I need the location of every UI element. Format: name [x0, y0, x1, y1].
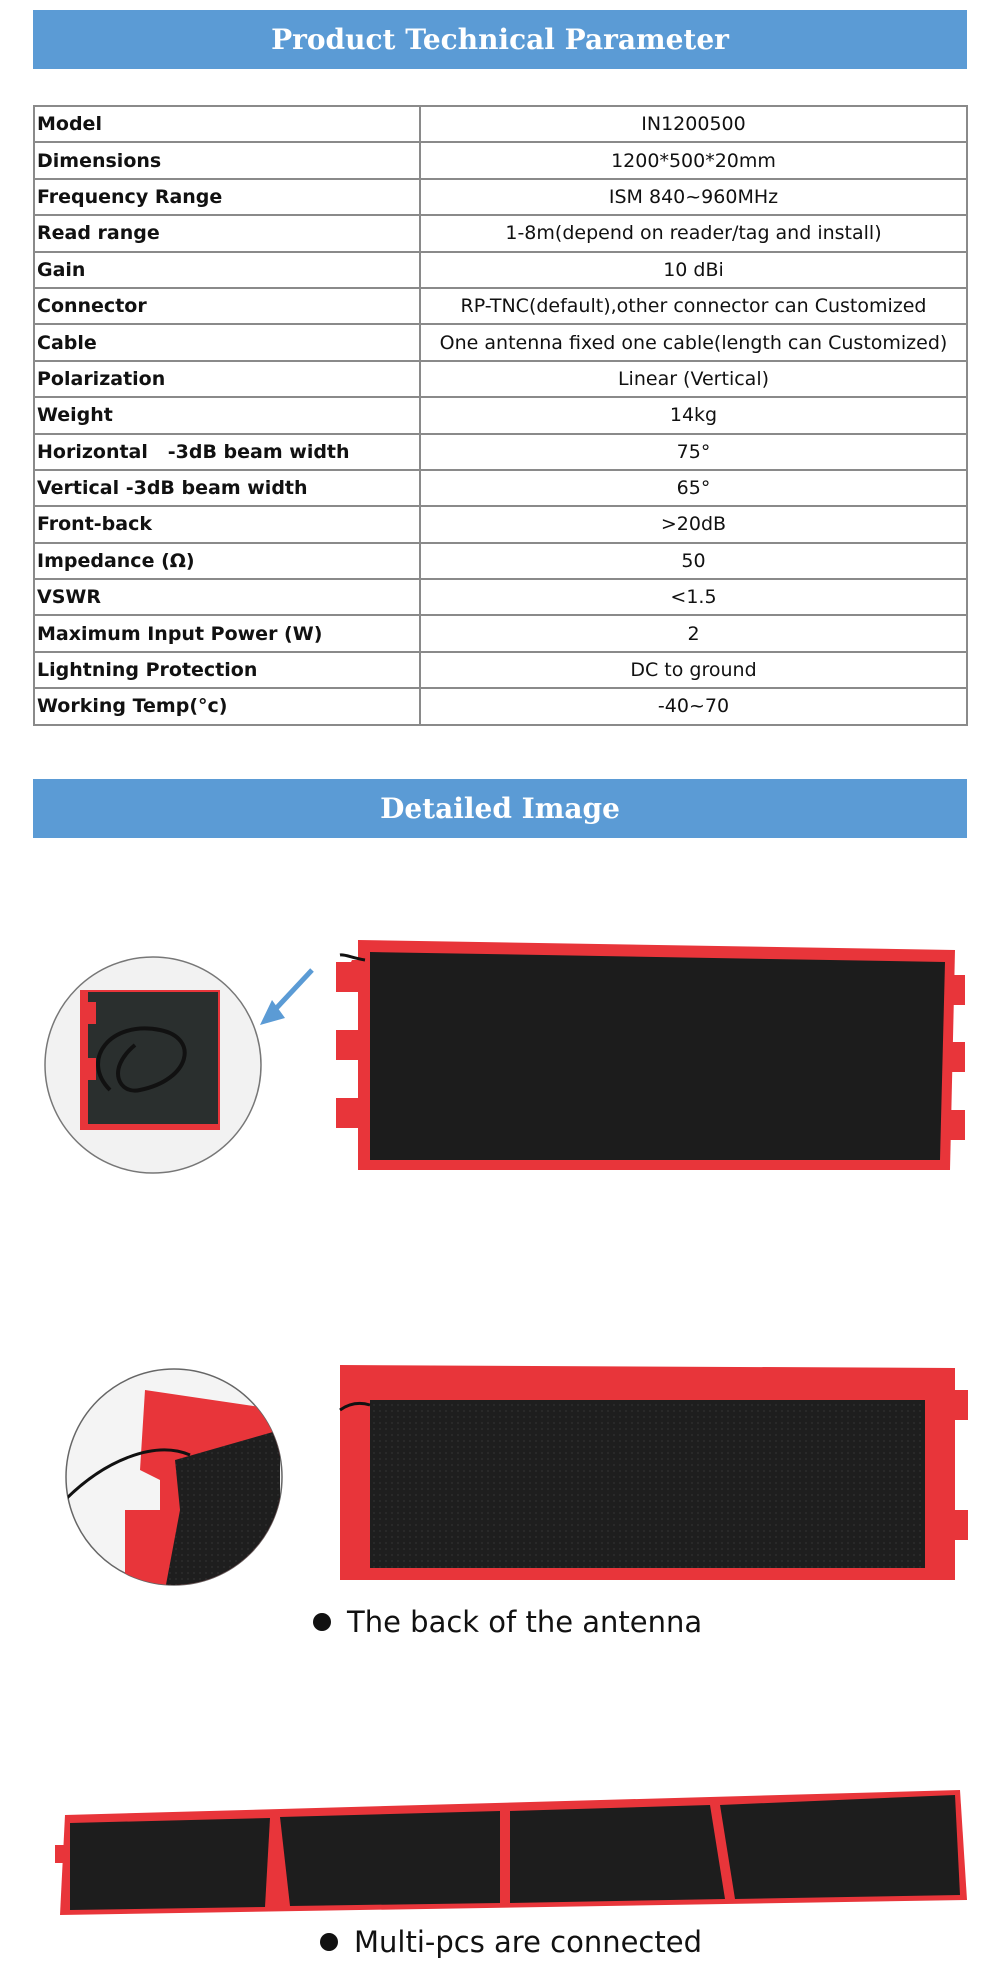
spec-table: [33, 105, 968, 726]
spec-label: Gain: [34, 252, 420, 288]
spec-row: [34, 543, 967, 579]
spec-row: [34, 252, 967, 288]
back-detail-inset: [65, 1369, 282, 1590]
back-caption: [313, 1605, 702, 1639]
parameters-title: Product Technical Parameter: [271, 23, 729, 56]
spec-value: 65°: [420, 470, 967, 506]
spec-value: 75°: [420, 434, 967, 470]
spec-value: 14kg: [420, 397, 967, 433]
spec-label: Vertical -3dB beam width: [34, 470, 420, 506]
spec-value: 50: [420, 543, 967, 579]
bullet-icon: [313, 1613, 331, 1631]
spec-row: [34, 470, 967, 506]
multi-panel-photo: [55, 1785, 970, 1920]
spec-row: [34, 324, 967, 360]
spec-row: [34, 579, 967, 615]
spec-row: [34, 142, 967, 178]
spec-label: Impedance (Ω): [34, 543, 420, 579]
spec-value: RP-TNC(default),other connector can Customized: [420, 288, 967, 324]
connector-detail-inset: [45, 957, 261, 1173]
spec-label: Dimensions: [34, 142, 420, 178]
spec-row: [34, 106, 967, 142]
spec-row: [34, 215, 967, 251]
connected-panels: [55, 1790, 967, 1915]
spec-value: One antenna fixed one cable(length can Customized): [420, 324, 967, 360]
spec-row: [34, 434, 967, 470]
spec-value: <1.5: [420, 579, 967, 615]
spec-label: Polarization: [34, 361, 420, 397]
spec-label: Connector: [34, 288, 420, 324]
spec-value: 10 dBi: [420, 252, 967, 288]
spec-value: -40~70: [420, 688, 967, 724]
multi-caption: [320, 1925, 702, 1959]
spec-row: [34, 397, 967, 433]
spec-label: Lightning Protection: [34, 652, 420, 688]
antenna-front-panel: [336, 940, 965, 1170]
antenna-back-panel: [340, 1365, 968, 1580]
spec-row: [34, 615, 967, 651]
spec-value: >20dB: [420, 506, 967, 542]
spec-value: 1-8m(depend on reader/tag and install): [420, 215, 967, 251]
spec-row: [34, 688, 967, 724]
spec-value: Linear (Vertical): [420, 361, 967, 397]
spec-value: 1200*500*20mm: [420, 142, 967, 178]
detail-title: Detailed Image: [380, 792, 620, 825]
spec-label: Model: [34, 106, 420, 142]
spec-value: ISM 840~960MHz: [420, 179, 967, 215]
multi-caption-text: Multi-pcs are connected: [354, 1925, 702, 1959]
detail-banner: [33, 779, 967, 838]
spec-row: [34, 506, 967, 542]
bullet-icon: [320, 1933, 338, 1951]
spec-label: Working Temp(°c): [34, 688, 420, 724]
spec-row: [34, 288, 967, 324]
spec-value: DC to ground: [420, 652, 967, 688]
spec-label: Frequency Range: [34, 179, 420, 215]
antenna-front-photo: [40, 930, 970, 1190]
spec-row: [34, 652, 967, 688]
spec-label: Weight: [34, 397, 420, 433]
spec-value: 2: [420, 615, 967, 651]
parameters-banner: [33, 10, 967, 69]
spec-label: Maximum Input Power (W): [34, 615, 420, 651]
spec-label: Cable: [34, 324, 420, 360]
back-caption-text: The back of the antenna: [347, 1605, 703, 1639]
spec-label: Front-back: [34, 506, 420, 542]
spec-value: IN1200500: [420, 106, 967, 142]
spec-row: [34, 179, 967, 215]
antenna-back-photo: [65, 1360, 970, 1590]
spec-label: Read range: [34, 215, 420, 251]
spec-label: VSWR: [34, 579, 420, 615]
spec-row: [34, 361, 967, 397]
spec-label: Horizontal -3dB beam width: [34, 434, 420, 470]
